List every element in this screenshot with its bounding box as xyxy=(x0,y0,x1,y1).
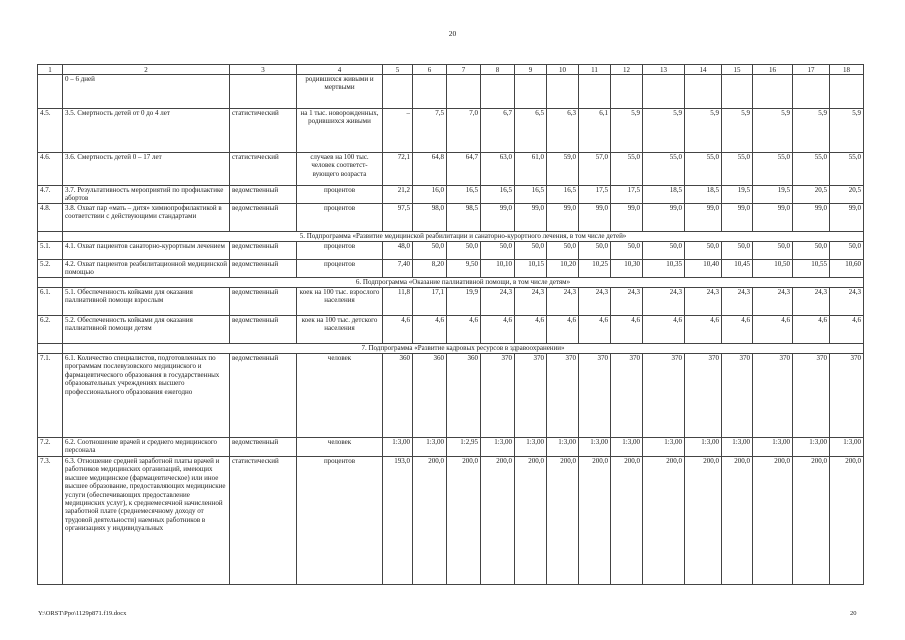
row-number: 6.1. xyxy=(38,288,63,316)
row-number: 4.7. xyxy=(38,186,63,204)
column-number-10: 10 xyxy=(547,65,579,75)
indicator-row xyxy=(38,288,864,316)
column-number-7: 7 xyxy=(447,65,481,75)
year-value: 19,5 xyxy=(722,186,753,204)
year-value: 200,0 xyxy=(547,457,579,585)
year-value xyxy=(611,75,643,109)
year-value: 6,1 xyxy=(579,109,611,153)
indicator-row xyxy=(38,354,864,438)
data-source: статистический xyxy=(230,457,297,585)
section-blank-cell xyxy=(38,232,63,242)
year-value: 4,6 xyxy=(481,316,515,344)
year-value: 24,3 xyxy=(753,288,793,316)
year-value: 50,0 xyxy=(611,242,643,260)
year-value: 1:3,00 xyxy=(515,438,547,457)
data-source: ведомственный xyxy=(230,242,297,260)
year-value: 24,3 xyxy=(643,288,685,316)
year-value: 360 xyxy=(383,354,413,438)
year-value xyxy=(722,75,753,109)
year-value: 18,5 xyxy=(685,186,722,204)
indicator-row xyxy=(38,75,864,109)
year-value xyxy=(515,75,547,109)
year-value: 4,6 xyxy=(515,316,547,344)
year-value: 4,6 xyxy=(413,316,447,344)
unit-of-measure: родившихся живыми и мертвыми xyxy=(297,75,383,109)
year-value: 4,6 xyxy=(793,316,830,344)
column-number-1: 1 xyxy=(38,65,63,75)
year-value: 24,3 xyxy=(685,288,722,316)
year-value: 10,10 xyxy=(481,260,515,278)
indicator-name: 3.6. Смертность детей 0 – 17 лет xyxy=(63,153,230,186)
year-value xyxy=(830,75,864,109)
year-value: 99,0 xyxy=(753,204,793,232)
year-value: 99,0 xyxy=(579,204,611,232)
year-value: 24,3 xyxy=(515,288,547,316)
data-source: ведомственный xyxy=(230,438,297,457)
year-value: 1:3,00 xyxy=(830,438,864,457)
indicator-name: 4.2. Охват пациентов реабилитационной медицинской помощью xyxy=(63,260,230,278)
year-value: 17,5 xyxy=(611,186,643,204)
year-value: 200,0 xyxy=(753,457,793,585)
year-value: 1:2,95 xyxy=(447,438,481,457)
column-number-11: 11 xyxy=(579,65,611,75)
column-number-18: 18 xyxy=(830,65,864,75)
year-value: 50,0 xyxy=(753,242,793,260)
year-value: 99,0 xyxy=(685,204,722,232)
year-value: 24,3 xyxy=(722,288,753,316)
indicators-table-body xyxy=(38,65,864,585)
indicator-row xyxy=(38,109,864,153)
year-value: 11,8 xyxy=(383,288,413,316)
indicator-name: 3.5. Смертность детей от 0 до 4 лет xyxy=(63,109,230,153)
row-number: 7.2. xyxy=(38,438,63,457)
year-value: 4,6 xyxy=(753,316,793,344)
year-value xyxy=(481,75,515,109)
indicator-name: 5.2. Обеспеченность койками для оказания паллиативной помощи детям xyxy=(63,316,230,344)
indicator-name: 4.1. Охват пациентов санаторно-курортным лечением xyxy=(63,242,230,260)
column-number-9: 9 xyxy=(515,65,547,75)
indicator-name: 0 – 6 дней xyxy=(63,75,230,109)
year-value: 10,35 xyxy=(643,260,685,278)
year-value: 200,0 xyxy=(413,457,447,585)
year-value: 57,0 xyxy=(579,153,611,186)
year-value: 99,0 xyxy=(515,204,547,232)
indicator-row xyxy=(38,260,864,278)
year-value: 7,40 xyxy=(383,260,413,278)
year-value: 19,5 xyxy=(753,186,793,204)
year-value: 99,0 xyxy=(830,204,864,232)
indicator-name: 6.2. Соотношение врачей и среднего медицинского персонала xyxy=(63,438,230,457)
year-value: 200,0 xyxy=(830,457,864,585)
year-value: 200,0 xyxy=(722,457,753,585)
year-value: 61,0 xyxy=(515,153,547,186)
year-value: 5,9 xyxy=(753,109,793,153)
unit-of-measure: коек на 100 тыс. детского населения xyxy=(297,316,383,344)
year-value: 50,0 xyxy=(413,242,447,260)
year-value: 4,6 xyxy=(643,316,685,344)
year-value: 370 xyxy=(547,354,579,438)
year-value: 50,0 xyxy=(547,242,579,260)
year-value: 55,0 xyxy=(685,153,722,186)
year-value: 200,0 xyxy=(793,457,830,585)
year-value: 360 xyxy=(447,354,481,438)
unit-of-measure: процентов xyxy=(297,242,383,260)
year-value: 1:3,00 xyxy=(722,438,753,457)
year-value: 200,0 xyxy=(685,457,722,585)
year-value xyxy=(447,75,481,109)
year-value: 72,1 xyxy=(383,153,413,186)
year-value: 5,9 xyxy=(793,109,830,153)
year-value: 370 xyxy=(793,354,830,438)
year-value: 99,0 xyxy=(793,204,830,232)
year-value: 10,55 xyxy=(793,260,830,278)
indicator-row xyxy=(38,242,864,260)
column-number-4: 4 xyxy=(297,65,383,75)
year-value: 5,9 xyxy=(722,109,753,153)
data-source: ведомственный xyxy=(230,260,297,278)
year-value: 55,0 xyxy=(643,153,685,186)
year-value: 20,5 xyxy=(830,186,864,204)
section-title: 5. Подпрограмма «Развитие медицинской реабилитации и санаторно-курортного лечения, в том числе детей» xyxy=(63,232,864,242)
year-value: 64,8 xyxy=(413,153,447,186)
year-value: 10,45 xyxy=(722,260,753,278)
year-value: 200,0 xyxy=(579,457,611,585)
year-value: 7,5 xyxy=(413,109,447,153)
section-header-row xyxy=(38,232,864,242)
year-value: 1:3,00 xyxy=(413,438,447,457)
row-number: 5.1. xyxy=(38,242,63,260)
unit-of-measure: человек xyxy=(297,438,383,457)
year-value: 19,9 xyxy=(447,288,481,316)
year-value: 16,0 xyxy=(413,186,447,204)
year-value: 99,0 xyxy=(643,204,685,232)
unit-of-measure: процентов xyxy=(297,186,383,204)
year-value: 6,7 xyxy=(481,109,515,153)
year-value: 16,5 xyxy=(547,186,579,204)
data-source: ведомственный xyxy=(230,316,297,344)
row-number: 4.6. xyxy=(38,153,63,186)
year-value: 24,3 xyxy=(611,288,643,316)
year-value: 4,6 xyxy=(383,316,413,344)
year-value: 55,0 xyxy=(722,153,753,186)
unit-of-measure: на 1 тыс. новорожденных, родившихся живыми xyxy=(297,109,383,153)
year-value: 64,7 xyxy=(447,153,481,186)
year-value: 8,20 xyxy=(413,260,447,278)
year-value: 50,0 xyxy=(722,242,753,260)
year-value: 16,5 xyxy=(447,186,481,204)
section-header-row xyxy=(38,344,864,354)
year-value: 10,15 xyxy=(515,260,547,278)
column-number-17: 17 xyxy=(793,65,830,75)
year-value: 1:3,00 xyxy=(547,438,579,457)
year-value: 24,3 xyxy=(481,288,515,316)
unit-of-measure: процентов xyxy=(297,204,383,232)
column-number-row xyxy=(38,65,864,75)
year-value: 10,50 xyxy=(753,260,793,278)
year-value: 50,0 xyxy=(515,242,547,260)
row-number: 7.3. xyxy=(38,457,63,585)
column-number-13: 13 xyxy=(643,65,685,75)
year-value: 24,3 xyxy=(793,288,830,316)
year-value: 370 xyxy=(722,354,753,438)
year-value: 50,0 xyxy=(481,242,515,260)
year-value: 17,1 xyxy=(413,288,447,316)
year-value: 5,9 xyxy=(830,109,864,153)
year-value: 10,60 xyxy=(830,260,864,278)
year-value xyxy=(413,75,447,109)
year-value: 200,0 xyxy=(481,457,515,585)
column-number-3: 3 xyxy=(230,65,297,75)
year-value: 55,0 xyxy=(753,153,793,186)
data-source: ведомственный xyxy=(230,186,297,204)
year-value: 99,0 xyxy=(481,204,515,232)
year-value: 370 xyxy=(579,354,611,438)
data-source: статистический xyxy=(230,153,297,186)
data-source: ведомственный xyxy=(230,354,297,438)
year-value: 360 xyxy=(413,354,447,438)
year-value: 99,0 xyxy=(611,204,643,232)
column-number-12: 12 xyxy=(611,65,643,75)
year-value: 55,0 xyxy=(793,153,830,186)
year-value: 4,6 xyxy=(830,316,864,344)
indicator-name: 6.3. Отношение средней заработной платы врачей и работников медицинских организаций, имеющих высшее медицинское (фармацевтическое) или иное высшее образование, предоставляющих медицинские услуги (обеспечивающих предоставление медицинских услуг), к среднемесячной начисленной заработной плате (среднемесячному доходу от трудовой деятельности) наемных работников в организациях у индивидуальных xyxy=(63,457,230,585)
data-source xyxy=(230,75,297,109)
section-blank-cell xyxy=(38,278,63,288)
year-value: 200,0 xyxy=(447,457,481,585)
year-value: 99,0 xyxy=(547,204,579,232)
column-number-16: 16 xyxy=(753,65,793,75)
row-number: 6.2. xyxy=(38,316,63,344)
year-value: 6,3 xyxy=(547,109,579,153)
year-value: 97,5 xyxy=(383,204,413,232)
indicator-row xyxy=(38,457,864,585)
year-value: 48,0 xyxy=(383,242,413,260)
column-number-6: 6 xyxy=(413,65,447,75)
unit-of-measure: процентов xyxy=(297,457,383,585)
year-value: 50,0 xyxy=(643,242,685,260)
column-number-8: 8 xyxy=(481,65,515,75)
indicator-row xyxy=(38,316,864,344)
year-value: 55,0 xyxy=(611,153,643,186)
row-number: 4.8. xyxy=(38,204,63,232)
year-value xyxy=(793,75,830,109)
year-value: 1:3,00 xyxy=(481,438,515,457)
year-value: 193,0 xyxy=(383,457,413,585)
unit-of-measure: случаев на 100 тыс. человек соответст-вующего возраста xyxy=(297,153,383,186)
column-number-14: 14 xyxy=(685,65,722,75)
year-value: 1:3,00 xyxy=(685,438,722,457)
year-value: 1:3,00 xyxy=(793,438,830,457)
year-value: 4,6 xyxy=(611,316,643,344)
year-value: 24,3 xyxy=(830,288,864,316)
year-value xyxy=(383,75,413,109)
year-value: 1:3,00 xyxy=(383,438,413,457)
year-value: 59,0 xyxy=(547,153,579,186)
year-value: 200,0 xyxy=(611,457,643,585)
year-value: 4,6 xyxy=(447,316,481,344)
year-value: 9,50 xyxy=(447,260,481,278)
year-value: 370 xyxy=(515,354,547,438)
year-value: 4,6 xyxy=(547,316,579,344)
indicator-name: 5.1. Обеспеченность койками для оказания паллиативной помощи взрослым xyxy=(63,288,230,316)
row-number: 7.1. xyxy=(38,354,63,438)
indicator-row xyxy=(38,153,864,186)
column-number-5: 5 xyxy=(383,65,413,75)
unit-of-measure: коек на 100 тыс. взрослого населения xyxy=(297,288,383,316)
section-title: 7. Подпрограмма «Развитие кадровых ресурсов в здравоохранении» xyxy=(63,344,864,354)
year-value: 98,0 xyxy=(413,204,447,232)
year-value: 6,5 xyxy=(515,109,547,153)
indicator-row xyxy=(38,438,864,457)
year-value: – xyxy=(383,109,413,153)
year-value: 10,20 xyxy=(547,260,579,278)
year-value: 24,3 xyxy=(579,288,611,316)
year-value xyxy=(753,75,793,109)
year-value: 50,0 xyxy=(579,242,611,260)
year-value: 1:3,00 xyxy=(579,438,611,457)
year-value xyxy=(547,75,579,109)
unit-of-measure: процентов xyxy=(297,260,383,278)
year-value: 21,2 xyxy=(383,186,413,204)
year-value: 63,0 xyxy=(481,153,515,186)
column-number-15: 15 xyxy=(722,65,753,75)
year-value: 20,5 xyxy=(793,186,830,204)
year-value: 50,0 xyxy=(793,242,830,260)
year-value xyxy=(643,75,685,109)
year-value: 99,0 xyxy=(722,204,753,232)
column-number-2: 2 xyxy=(63,65,230,75)
section-blank-cell xyxy=(38,344,63,354)
data-source: ведомственный xyxy=(230,288,297,316)
year-value: 5,9 xyxy=(685,109,722,153)
year-value: 1:3,00 xyxy=(643,438,685,457)
row-number: 4.5. xyxy=(38,109,63,153)
year-value: 370 xyxy=(611,354,643,438)
year-value: 17,5 xyxy=(579,186,611,204)
footer-page-number: 20 xyxy=(850,610,857,617)
year-value: 200,0 xyxy=(515,457,547,585)
year-value: 7,0 xyxy=(447,109,481,153)
data-source: статистический xyxy=(230,109,297,153)
year-value: 24,3 xyxy=(547,288,579,316)
footer-file-path: Y:\ORST\Ppo\1129p871.f19.docx xyxy=(38,610,127,617)
year-value: 50,0 xyxy=(447,242,481,260)
year-value: 55,0 xyxy=(830,153,864,186)
year-value: 370 xyxy=(643,354,685,438)
indicator-row xyxy=(38,204,864,232)
year-value: 370 xyxy=(685,354,722,438)
year-value: 370 xyxy=(830,354,864,438)
row-number: 5.2. xyxy=(38,260,63,278)
year-value: 10,30 xyxy=(611,260,643,278)
year-value xyxy=(579,75,611,109)
year-value: 50,0 xyxy=(830,242,864,260)
data-source: ведомственный xyxy=(230,204,297,232)
indicator-name: 3.7. Результативность мероприятий по профилактике абортов xyxy=(63,186,230,204)
indicator-name: 3.8. Охват пар «мать – дитя» химиопрофилактикой в соответствии с действующими стандартами xyxy=(63,204,230,232)
year-value: 5,9 xyxy=(611,109,643,153)
year-value: 4,6 xyxy=(722,316,753,344)
year-value: 98,5 xyxy=(447,204,481,232)
year-value: 1:3,00 xyxy=(753,438,793,457)
row-number xyxy=(38,75,63,109)
section-title: 6. Подпрограмма «Оказание паллиативной помощи, в том числе детям» xyxy=(63,278,864,288)
indicator-row xyxy=(38,186,864,204)
year-value: 1:3,00 xyxy=(611,438,643,457)
year-value: 370 xyxy=(753,354,793,438)
year-value: 50,0 xyxy=(685,242,722,260)
year-value: 16,5 xyxy=(481,186,515,204)
year-value: 4,6 xyxy=(685,316,722,344)
page-number: 20 xyxy=(448,29,457,38)
year-value: 5,9 xyxy=(643,109,685,153)
indicators-table xyxy=(37,64,864,585)
year-value xyxy=(685,75,722,109)
unit-of-measure: человек xyxy=(297,354,383,438)
year-value: 10,25 xyxy=(579,260,611,278)
year-value: 16,5 xyxy=(515,186,547,204)
section-header-row xyxy=(38,278,864,288)
year-value: 200,0 xyxy=(643,457,685,585)
year-value: 370 xyxy=(481,354,515,438)
year-value: 10,40 xyxy=(685,260,722,278)
year-value: 18,5 xyxy=(643,186,685,204)
year-value: 4,6 xyxy=(579,316,611,344)
indicator-name: 6.1. Количество специалистов, подготовленных по программам послевузовского медицинского и фармацевтического образования в государственных образовательных учреждениях высшего профессионального образования ежегодно xyxy=(63,354,230,438)
